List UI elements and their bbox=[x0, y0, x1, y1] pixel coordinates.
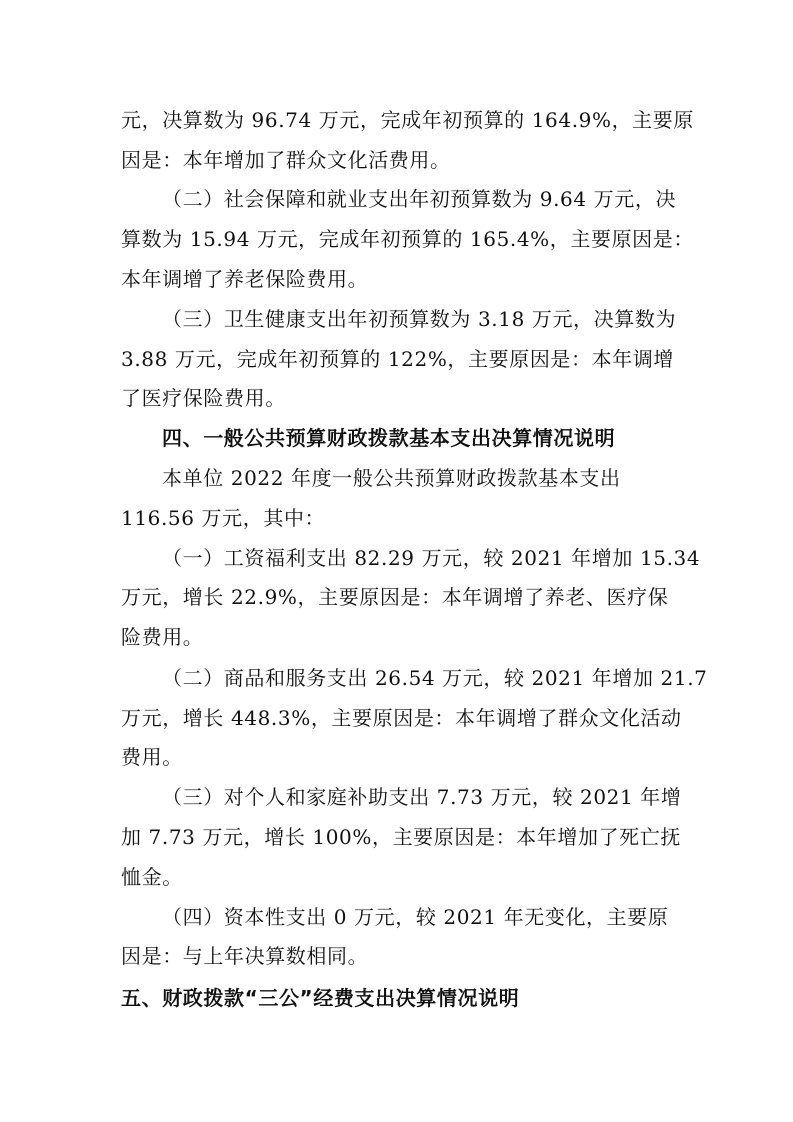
text-line: 险费用。 bbox=[121, 625, 204, 649]
text-line: 算数为 15.94 万元，完成年初预算的 165.4%，主要原因是： bbox=[121, 227, 694, 251]
text-line: 了医疗保险费用。 bbox=[121, 386, 286, 410]
text-line: 本单位 2022 年度一般公共预算财政拨款基本支出 bbox=[162, 466, 621, 490]
text-line: 3.88 万元，完成年初预算的 122%，主要原因是：本年调增 bbox=[121, 347, 675, 371]
section-heading: 四、一般公共预算财政拨款基本支出决算情况说明 bbox=[162, 426, 616, 450]
text-line: （三）对个人和家庭补助支出 7.73 万元，较 2021 年增 bbox=[162, 785, 682, 809]
text-line: 加 7.73 万元，增长 100%，主要原因是：本年增加了死亡抚 bbox=[121, 825, 681, 849]
text-line: 116.56 万元，其中： bbox=[121, 506, 326, 530]
text-line: （二）社会保障和就业支出年初预算数为 9.64 万元，决 bbox=[162, 187, 677, 211]
text-line: 元，决算数为 96.74 万元，完成年初预算的 164.9%，主要原 bbox=[121, 108, 694, 132]
text-line: 本年调增了养老保险费用。 bbox=[121, 267, 369, 291]
text-line: 万元，增长 22.9%，主要原因是：本年调增了养老、医疗保 bbox=[121, 585, 669, 609]
text-line: （一）工资福利支出 82.29 万元，较 2021 年增加 15.34 bbox=[162, 546, 701, 570]
text-line: （四）资本性支出 0 万元，较 2021 年无变化，主要原 bbox=[162, 905, 669, 929]
text-line: （三）卫生健康支出年初预算数为 3.18 万元，决算数为 bbox=[162, 307, 677, 331]
text-line: 恤金。 bbox=[121, 865, 183, 889]
text-line: 因是：与上年决算数相同。 bbox=[121, 944, 369, 968]
text-line: 万元，增长 448.3%，主要原因是：本年调增了群众文化活动 bbox=[121, 706, 682, 730]
text-line: 因是：本年增加了群众文化活费用。 bbox=[121, 148, 451, 172]
text-line: （二）商品和服务支出 26.54 万元，较 2021 年增加 21.7 bbox=[162, 666, 708, 690]
text-line: 费用。 bbox=[121, 745, 183, 769]
section-heading: 五、财政拨款“三公”经费支出决算情况说明 bbox=[121, 986, 520, 1010]
